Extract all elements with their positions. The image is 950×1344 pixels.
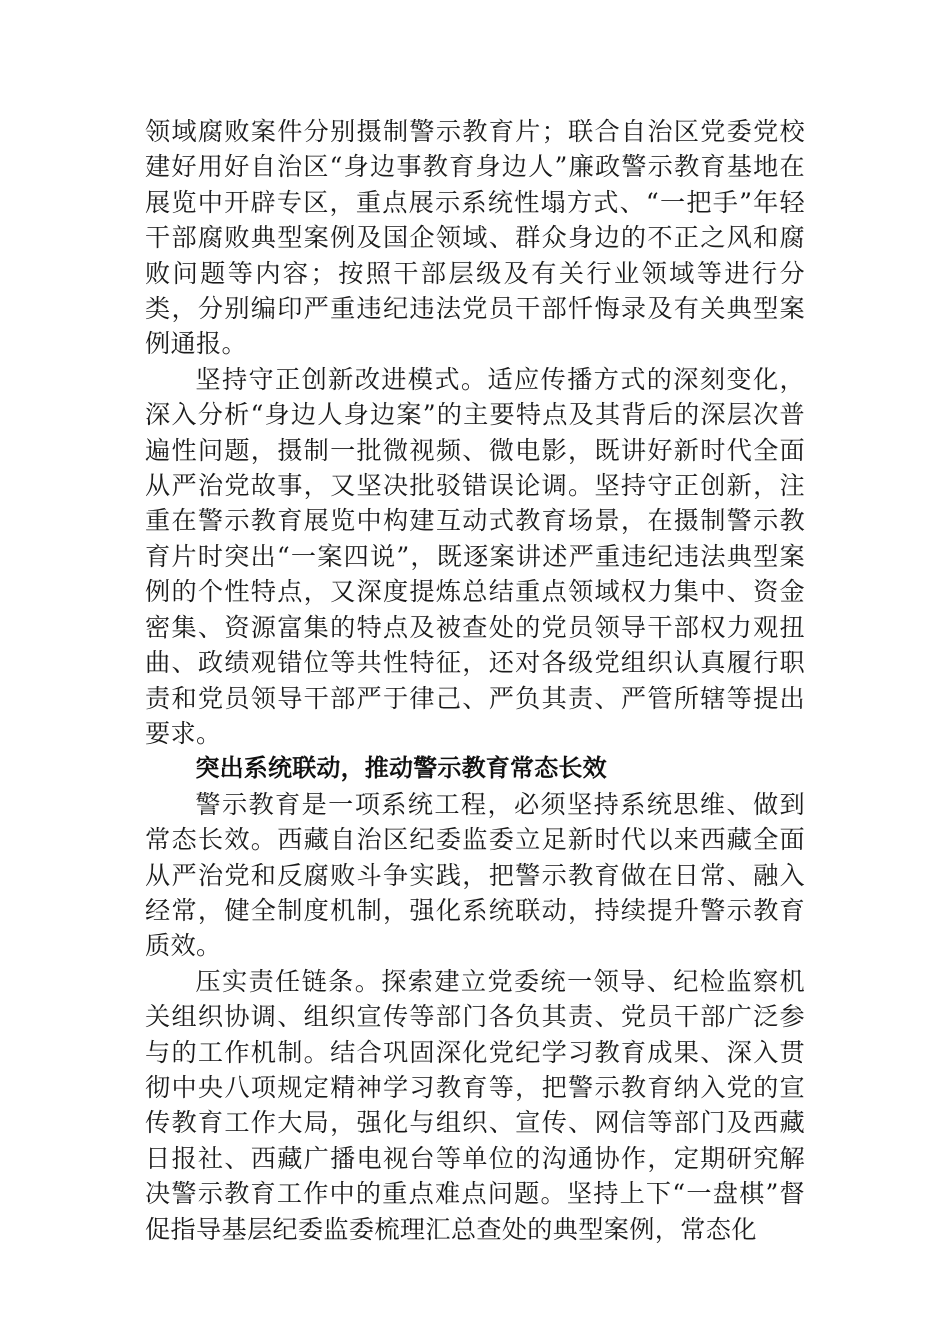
body-paragraph-3: 警示教育是一项系统工程，必须坚持系统思维、做到常态长效。西藏自治区纪委监委立足新时代以来西藏全面从严治党和反腐败斗争实践，把警示教育做在日常、融入经常，健全制度机制，强化系统联动，持续提升警示教育质效。 — [145, 789, 805, 961]
body-paragraph-1: 领域腐败案件分别摄制警示教育片；联合自治区党委党校建好用好自治区“身边事教育身边人”廉政警示教育基地在展览中开辟专区，重点展示系统性塌方式、“一把手”年轻干部腐败典型案例及国企领域、群众身边的不正之风和腐败问题等内容；按照干部层级及有关行业领域等进行分类，分别编印严重违纪违法党员干部忏悔录及有关典型案例通报。 — [145, 117, 805, 359]
document-page — [145, 114, 805, 1247]
body-paragraph-2: 坚持守正创新改进模式。适应传播方式的深刻变化，深入分析“身边人身边案”的主要特点及其背后的深层次普遍性问题，摄制一批微视频、微电影，既讲好新时代全面从严治党故事，又坚决批驳错误论调。坚持守正创新，注重在警示教育展览中构建互动式教育场景，在摄制警示教育片时突出“一案四说”，既逐案讲述严重违纪违法典型案例的个性特点，又深度提炼总结重点领域权力集中、资金密集、资源富集的特点及被查处的党员领导干部权力观扭曲、政绩观错位等共性特征，还对各级党组织认真履行职责和党员领导干部严于律己、严负其责、严管所辖等提出要求。 — [145, 364, 805, 748]
section-heading: 突出系统联动，推动警示教育常态长效 — [195, 754, 607, 783]
body-paragraph-4: 压实责任链条。探索建立党委统一领导、纪检监察机关组织协调、组织宣传等部门各负其责、党员干部广泛参与的工作机制。结合巩固深化党纪学习教育成果、深入贯彻中央八项规定精神学习教育等，把警示教育纳入党的宣传教育工作大局，强化与组织、宣传、网信等部门及西藏日报社、西藏广播电视台等单位的沟通协作，定期研究解决警示教育工作中的重点难点问题。坚持上下“一盘棋”督促指导基层纪委监委梳理汇总查处的典型案例，常态化 — [145, 966, 805, 1244]
